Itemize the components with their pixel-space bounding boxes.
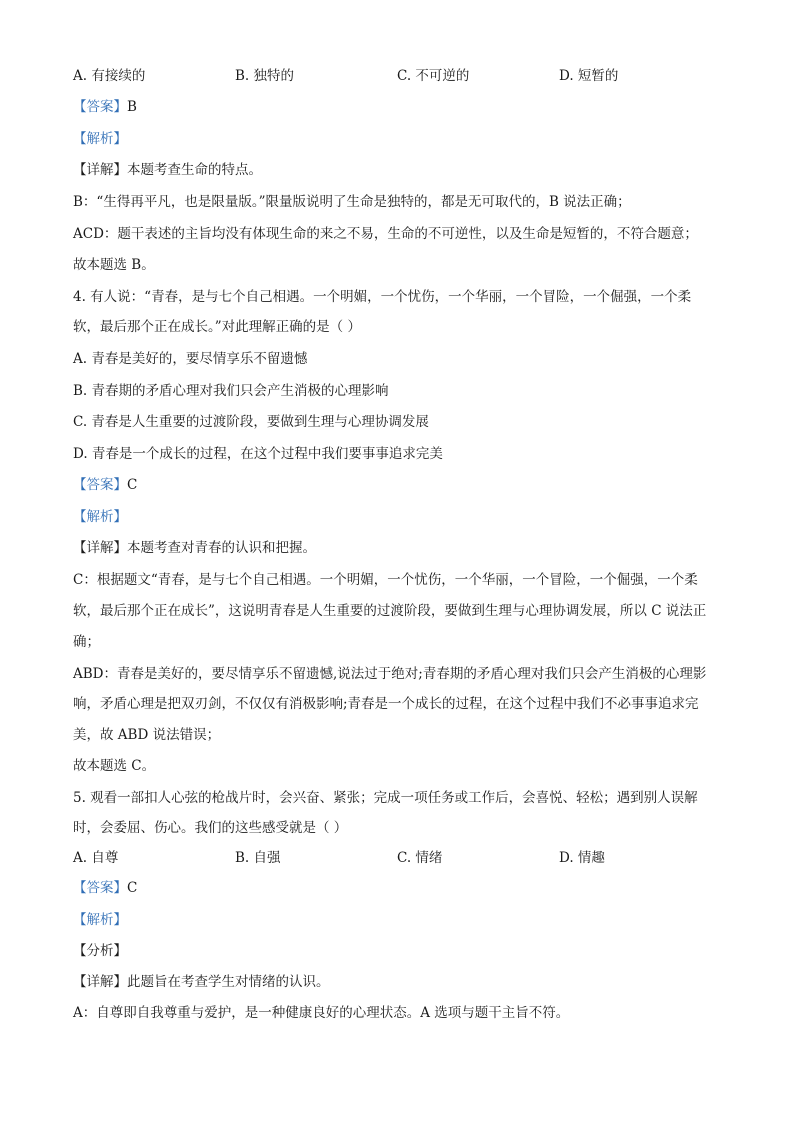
q4-explanation-line: 美，故 ABD 说法错误； — [73, 727, 221, 743]
q5-detail — [73, 972, 723, 992]
q3-explanation-line: B：“生得再平凡，也是限量版。”限量版说明了生命是独特的，都是无可取代的，B 说法正确； — [73, 194, 631, 210]
q4-option-a: A. 青春是美好的，要尽情享乐不留遗憾 — [73, 351, 308, 367]
q4-option-c: C. 青春是人生重要的过渡阶段，要做到生理与心理协调发展 — [73, 414, 429, 430]
q3-analysis-label: 【解析】 — [73, 131, 127, 147]
q4-explanation-line: 故本题选 C。 — [73, 758, 156, 774]
detail-text: 本题考查生命的特点。 — [127, 162, 262, 178]
q4-option-b: B. 青春期的矛盾心理对我们只会产生消极的心理影响 — [73, 383, 389, 399]
q3-option-b: B. 独特的 — [235, 68, 295, 84]
q4-option-d: D. 青春是一个成长的过程，在这个过程中我们要事事追求完美 — [73, 446, 443, 462]
q3-option-a: A. 有接续的 — [73, 68, 146, 84]
q4-explanation-line: 确； — [73, 634, 100, 650]
q5-stem: 时，会委屈、伤心。我们的这些感受就是（ ） — [73, 820, 348, 836]
q4-analysis-label: 【解析】 — [73, 509, 127, 525]
answer-label: 【答案】 — [73, 880, 127, 896]
q4-stem: 4. 有人说：“青春，是与七个自己相遇。一个明媚，一个忧伤，一个华丽，一个冒险，一个倔强，一个柔 — [73, 289, 692, 305]
q5-fenxi-label: 【分析】 — [73, 943, 127, 959]
answer-value: C — [127, 880, 138, 896]
q5-option-c: C. 情绪 — [397, 850, 443, 866]
q3-option-c: C. 不可逆的 — [397, 68, 470, 84]
detail-label: 【详解】 — [73, 540, 127, 556]
answer-value: B — [127, 99, 137, 115]
q5-stem: 5. 观看一部扣人心弦的枪战片时，会兴奋、紧张；完成一项任务或工作后，会喜悦、轻松；遇到别人误解 — [73, 790, 698, 806]
q3-explanation-line: ACD：题干表述的主旨均没有体现生命的来之不易，生命的不可逆性，以及生命是短暂的，不符合题意； — [73, 226, 698, 242]
detail-label: 【详解】 — [73, 162, 127, 178]
q3-detail — [73, 160, 723, 180]
q4-explanation-line: ABD：青春是美好的，要尽情享乐不留遗憾,说法过于绝对;青春期的矛盾心理对我们只会产生消极的心理影 — [73, 666, 707, 682]
answer-label: 【答案】 — [73, 99, 127, 115]
q3-answer — [73, 97, 723, 117]
q4-detail — [73, 538, 723, 558]
q5-option-a: A. 自尊 — [73, 850, 119, 866]
q5-explanation-line: A：自尊即自我尊重与爱护，是一种健康良好的心理状态。A 选项与题干主旨不符。 — [73, 1005, 570, 1021]
detail-label: 【详解】 — [73, 974, 127, 990]
q5-analysis-label: 【解析】 — [73, 912, 127, 928]
q4-explanation-line: 软，最后那个正在成长”，这说明青春是人生重要的过渡阶段，要做到生理与心理协调发展，所以 C 说法正 — [73, 603, 707, 619]
q4-explanation-line: C：根据题文“青春，是与七个自己相遇。一个明媚，一个忧伤，一个华丽，一个冒险，一个倔强，一个柔 — [73, 572, 698, 588]
q4-stem: 软，最后那个正在成长。”对此理解正确的是（ ） — [73, 319, 361, 335]
detail-text: 此题旨在考查学生对情绪的认识。 — [127, 974, 330, 990]
q5-option-d: D. 情趣 — [559, 850, 605, 866]
q4-answer — [73, 475, 723, 495]
q5-option-b: B. 自强 — [235, 850, 281, 866]
detail-text: 本题考查对青春的认识和把握。 — [127, 540, 316, 556]
q3-explanation-line: 故本题选 B。 — [73, 257, 155, 273]
q5-answer — [73, 878, 723, 898]
q3-option-d: D. 短暂的 — [559, 68, 619, 84]
answer-value: C — [127, 477, 138, 493]
q4-explanation-line: 响，矛盾心理是把双刃剑，不仅仅有消极影响;青春是一个成长的过程，在这个过程中我们不必事事追求完 — [73, 696, 699, 712]
answer-label: 【答案】 — [73, 477, 127, 493]
